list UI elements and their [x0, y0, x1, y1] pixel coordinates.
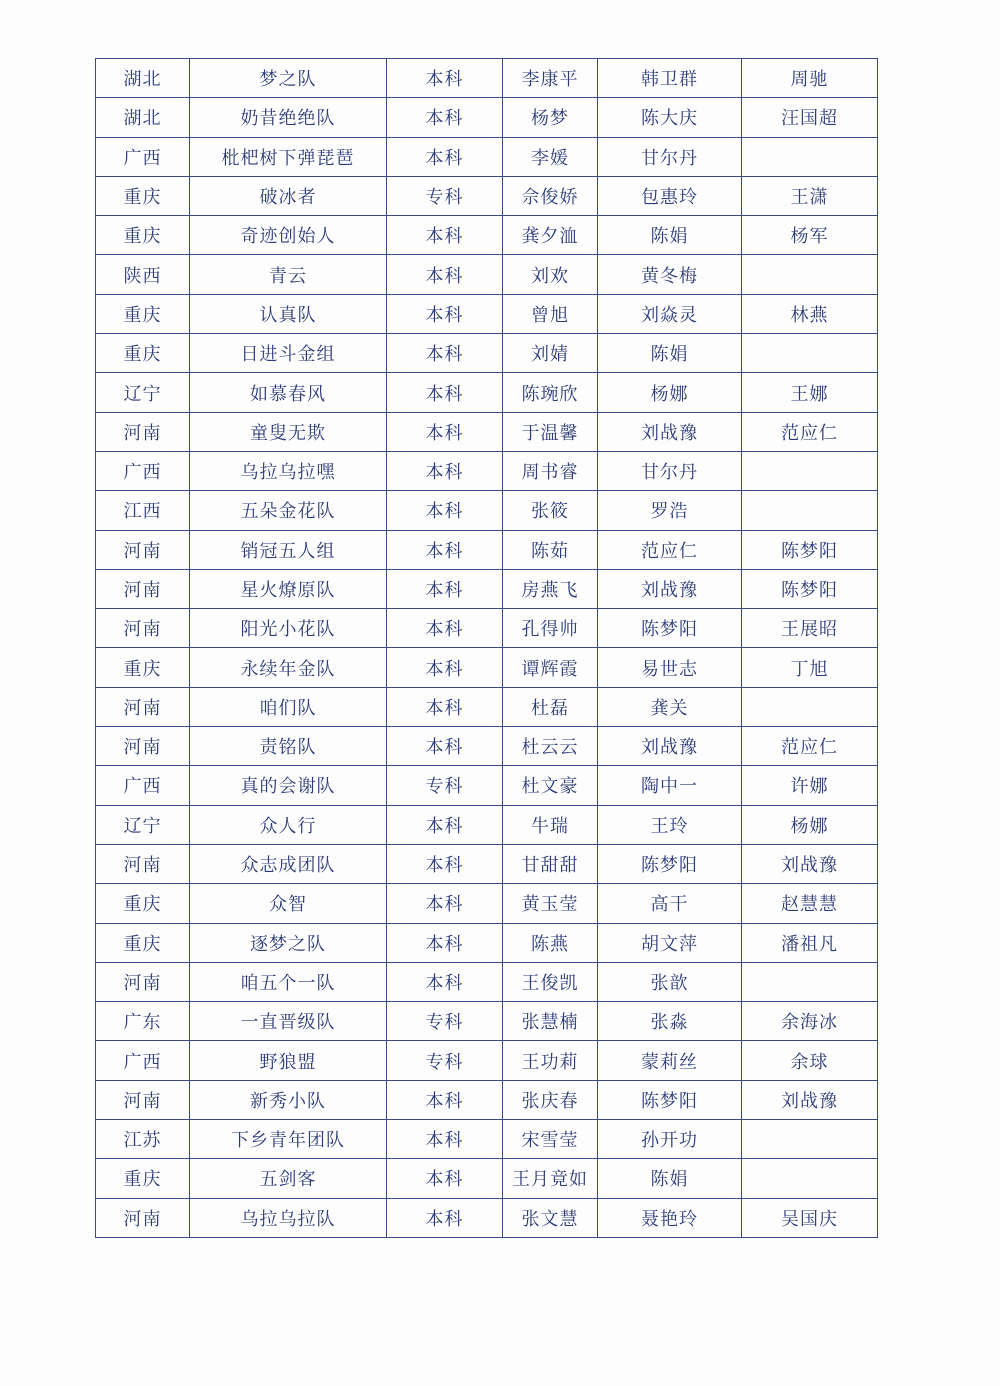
advisor-cell: 易世志 [598, 648, 742, 687]
advisor-cell: 陈娟 [598, 1159, 742, 1198]
second-advisor-cell [742, 451, 878, 490]
province-cell: 河南 [96, 962, 190, 1001]
team-name-cell: 星火燎原队 [190, 569, 387, 608]
second-advisor-cell: 王娜 [742, 373, 878, 412]
member-cell: 陈琬欣 [503, 373, 598, 412]
advisor-cell: 陈梦阳 [598, 844, 742, 883]
second-advisor-cell [742, 687, 878, 726]
table-row [96, 1120, 878, 1159]
team-name-cell: 日进斗金组 [190, 334, 387, 373]
level-cell: 本科 [387, 294, 503, 333]
level-cell: 本科 [387, 962, 503, 1001]
member-cell: 李媛 [503, 137, 598, 176]
level-cell: 本科 [387, 59, 503, 98]
table-row [96, 1041, 878, 1080]
member-cell: 张庆春 [503, 1080, 598, 1119]
province-cell: 广西 [96, 766, 190, 805]
team-name-cell: 破冰者 [190, 176, 387, 215]
team-name-cell: 野狼盟 [190, 1041, 387, 1080]
team-name-cell: 乌拉乌拉嘿 [190, 451, 387, 490]
member-cell: 牛瑞 [503, 805, 598, 844]
second-advisor-cell: 杨军 [742, 216, 878, 255]
advisor-cell: 刘战豫 [598, 569, 742, 608]
level-cell: 本科 [387, 98, 503, 137]
table-row [96, 884, 878, 923]
province-cell: 广西 [96, 451, 190, 490]
table-row [96, 294, 878, 333]
level-cell: 本科 [387, 255, 503, 294]
province-cell: 河南 [96, 687, 190, 726]
level-cell: 本科 [387, 451, 503, 490]
advisor-cell: 张歆 [598, 962, 742, 1001]
level-cell: 本科 [387, 727, 503, 766]
second-advisor-cell: 赵慧慧 [742, 884, 878, 923]
second-advisor-cell: 余海冰 [742, 1002, 878, 1041]
member-cell: 陈燕 [503, 923, 598, 962]
team-name-cell: 梦之队 [190, 59, 387, 98]
advisor-cell: 罗浩 [598, 491, 742, 530]
member-cell: 张慧楠 [503, 1002, 598, 1041]
second-advisor-cell: 林燕 [742, 294, 878, 333]
second-advisor-cell [742, 255, 878, 294]
team-name-cell: 认真队 [190, 294, 387, 333]
team-name-cell: 阳光小花队 [190, 609, 387, 648]
team-name-cell: 销冠五人组 [190, 530, 387, 569]
table-row [96, 176, 878, 215]
member-cell: 杜云云 [503, 727, 598, 766]
advisor-cell: 聂艳玲 [598, 1198, 742, 1237]
second-advisor-cell: 许娜 [742, 766, 878, 805]
second-advisor-cell [742, 334, 878, 373]
member-cell: 周书睿 [503, 451, 598, 490]
team-name-cell: 童叟无欺 [190, 412, 387, 451]
table-row [96, 687, 878, 726]
team-name-cell: 枇杷树下弹琵琶 [190, 137, 387, 176]
advisor-cell: 陈梦阳 [598, 609, 742, 648]
province-cell: 重庆 [96, 923, 190, 962]
table-row [96, 59, 878, 98]
second-advisor-cell: 潘祖凡 [742, 923, 878, 962]
advisor-cell: 杨娜 [598, 373, 742, 412]
second-advisor-cell [742, 1120, 878, 1159]
province-cell: 重庆 [96, 884, 190, 923]
level-cell: 本科 [387, 648, 503, 687]
table-row [96, 373, 878, 412]
second-advisor-cell: 陈梦阳 [742, 569, 878, 608]
team-name-cell: 如慕春风 [190, 373, 387, 412]
level-cell: 本科 [387, 530, 503, 569]
team-name-cell: 众志成团队 [190, 844, 387, 883]
member-cell: 于温馨 [503, 412, 598, 451]
table-row [96, 1002, 878, 1041]
second-advisor-cell [742, 962, 878, 1001]
table-row [96, 569, 878, 608]
level-cell: 本科 [387, 844, 503, 883]
table-row [96, 98, 878, 137]
team-name-cell: 奶昔绝绝队 [190, 98, 387, 137]
province-cell: 河南 [96, 569, 190, 608]
province-cell: 河南 [96, 844, 190, 883]
member-cell: 甘甜甜 [503, 844, 598, 883]
table-row [96, 530, 878, 569]
team-name-cell: 青云 [190, 255, 387, 294]
advisor-cell: 范应仁 [598, 530, 742, 569]
team-name-cell: 下乡青年团队 [190, 1120, 387, 1159]
province-cell: 河南 [96, 727, 190, 766]
province-cell: 重庆 [96, 176, 190, 215]
second-advisor-cell [742, 491, 878, 530]
province-cell: 重庆 [96, 648, 190, 687]
advisor-cell: 陈娟 [598, 216, 742, 255]
second-advisor-cell: 陈梦阳 [742, 530, 878, 569]
second-advisor-cell: 刘战豫 [742, 1080, 878, 1119]
table-row [96, 334, 878, 373]
table-row [96, 609, 878, 648]
level-cell: 本科 [387, 1080, 503, 1119]
team-name-cell: 咱五个一队 [190, 962, 387, 1001]
province-cell: 河南 [96, 530, 190, 569]
team-name-cell: 咱们队 [190, 687, 387, 726]
team-name-cell: 五朵金花队 [190, 491, 387, 530]
member-cell: 谭辉霞 [503, 648, 598, 687]
second-advisor-cell [742, 1159, 878, 1198]
member-cell: 杨梦 [503, 98, 598, 137]
level-cell: 专科 [387, 176, 503, 215]
level-cell: 本科 [387, 609, 503, 648]
province-cell: 河南 [96, 609, 190, 648]
second-advisor-cell: 刘战豫 [742, 844, 878, 883]
member-cell: 张筱 [503, 491, 598, 530]
province-cell: 广西 [96, 137, 190, 176]
team-name-cell: 乌拉乌拉队 [190, 1198, 387, 1237]
member-cell: 宋雪莹 [503, 1120, 598, 1159]
member-cell: 曾旭 [503, 294, 598, 333]
second-advisor-cell: 王潇 [742, 176, 878, 215]
advisor-cell: 刘战豫 [598, 727, 742, 766]
advisor-cell: 张淼 [598, 1002, 742, 1041]
table-row [96, 491, 878, 530]
second-advisor-cell [742, 137, 878, 176]
member-cell: 王月竟如 [503, 1159, 598, 1198]
member-cell: 杜磊 [503, 687, 598, 726]
province-cell: 江西 [96, 491, 190, 530]
advisor-cell: 甘尔丹 [598, 451, 742, 490]
team-name-cell: 逐梦之队 [190, 923, 387, 962]
advisor-cell: 甘尔丹 [598, 137, 742, 176]
member-cell: 陈茹 [503, 530, 598, 569]
second-advisor-cell: 周驰 [742, 59, 878, 98]
table-row [96, 766, 878, 805]
level-cell: 本科 [387, 805, 503, 844]
second-advisor-cell: 范应仁 [742, 727, 878, 766]
member-cell: 李康平 [503, 59, 598, 98]
advisor-cell: 刘焱灵 [598, 294, 742, 333]
province-cell: 湖北 [96, 98, 190, 137]
province-cell: 重庆 [96, 334, 190, 373]
province-cell: 广东 [96, 1002, 190, 1041]
team-name-cell: 五剑客 [190, 1159, 387, 1198]
table-row [96, 1159, 878, 1198]
province-cell: 重庆 [96, 1159, 190, 1198]
team-name-cell: 众人行 [190, 805, 387, 844]
member-cell: 黄玉莹 [503, 884, 598, 923]
level-cell: 本科 [387, 491, 503, 530]
province-cell: 辽宁 [96, 373, 190, 412]
member-cell: 龚夕洫 [503, 216, 598, 255]
level-cell: 本科 [387, 1159, 503, 1198]
province-cell: 河南 [96, 412, 190, 451]
second-advisor-cell: 丁旭 [742, 648, 878, 687]
table-row [96, 255, 878, 294]
team-roster-table [95, 58, 878, 1238]
level-cell: 本科 [387, 687, 503, 726]
member-cell: 刘婧 [503, 334, 598, 373]
level-cell: 专科 [387, 766, 503, 805]
member-cell: 刘欢 [503, 255, 598, 294]
second-advisor-cell: 汪国超 [742, 98, 878, 137]
table-row [96, 412, 878, 451]
second-advisor-cell: 杨娜 [742, 805, 878, 844]
member-cell: 张文慧 [503, 1198, 598, 1237]
advisor-cell: 高干 [598, 884, 742, 923]
advisor-cell: 蒙莉丝 [598, 1041, 742, 1080]
team-name-cell: 永续年金队 [190, 648, 387, 687]
province-cell: 湖北 [96, 59, 190, 98]
advisor-cell: 陈娟 [598, 334, 742, 373]
province-cell: 河南 [96, 1198, 190, 1237]
advisor-cell: 刘战豫 [598, 412, 742, 451]
province-cell: 河南 [96, 1080, 190, 1119]
advisor-cell: 黄冬梅 [598, 255, 742, 294]
table-row [96, 648, 878, 687]
table-row [96, 844, 878, 883]
level-cell: 本科 [387, 1120, 503, 1159]
table-row [96, 1198, 878, 1237]
advisor-cell: 韩卫群 [598, 59, 742, 98]
advisor-cell: 陈大庆 [598, 98, 742, 137]
team-name-cell: 一直晋级队 [190, 1002, 387, 1041]
second-advisor-cell: 吴国庆 [742, 1198, 878, 1237]
advisor-cell: 陶中一 [598, 766, 742, 805]
table-row [96, 137, 878, 176]
province-cell: 辽宁 [96, 805, 190, 844]
team-name-cell: 真的会谢队 [190, 766, 387, 805]
province-cell: 陕西 [96, 255, 190, 294]
province-cell: 重庆 [96, 294, 190, 333]
level-cell: 本科 [387, 1198, 503, 1237]
table-row [96, 923, 878, 962]
level-cell: 本科 [387, 373, 503, 412]
table-row [96, 805, 878, 844]
member-cell: 孔得帅 [503, 609, 598, 648]
team-name-cell: 责铭队 [190, 727, 387, 766]
second-advisor-cell: 王展昭 [742, 609, 878, 648]
second-advisor-cell: 余球 [742, 1041, 878, 1080]
advisor-cell: 包惠玲 [598, 176, 742, 215]
team-name-cell: 奇迹创始人 [190, 216, 387, 255]
table-row [96, 962, 878, 1001]
level-cell: 本科 [387, 412, 503, 451]
advisor-cell: 龚关 [598, 687, 742, 726]
member-cell: 房燕飞 [503, 569, 598, 608]
level-cell: 专科 [387, 1041, 503, 1080]
table-row [96, 451, 878, 490]
level-cell: 本科 [387, 569, 503, 608]
level-cell: 本科 [387, 216, 503, 255]
level-cell: 本科 [387, 884, 503, 923]
second-advisor-cell: 范应仁 [742, 412, 878, 451]
member-cell: 佘俊娇 [503, 176, 598, 215]
advisor-cell: 王玲 [598, 805, 742, 844]
advisor-cell: 孙开功 [598, 1120, 742, 1159]
team-name-cell: 众智 [190, 884, 387, 923]
table-row [96, 216, 878, 255]
advisor-cell: 陈梦阳 [598, 1080, 742, 1119]
level-cell: 本科 [387, 923, 503, 962]
member-cell: 王俊凯 [503, 962, 598, 1001]
province-cell: 重庆 [96, 216, 190, 255]
member-cell: 杜文豪 [503, 766, 598, 805]
province-cell: 江苏 [96, 1120, 190, 1159]
member-cell: 王功莉 [503, 1041, 598, 1080]
province-cell: 广西 [96, 1041, 190, 1080]
table-row [96, 727, 878, 766]
level-cell: 专科 [387, 1002, 503, 1041]
advisor-cell: 胡文萍 [598, 923, 742, 962]
level-cell: 本科 [387, 137, 503, 176]
roster-body [96, 59, 878, 1238]
table-row [96, 1080, 878, 1119]
team-name-cell: 新秀小队 [190, 1080, 387, 1119]
level-cell: 本科 [387, 334, 503, 373]
